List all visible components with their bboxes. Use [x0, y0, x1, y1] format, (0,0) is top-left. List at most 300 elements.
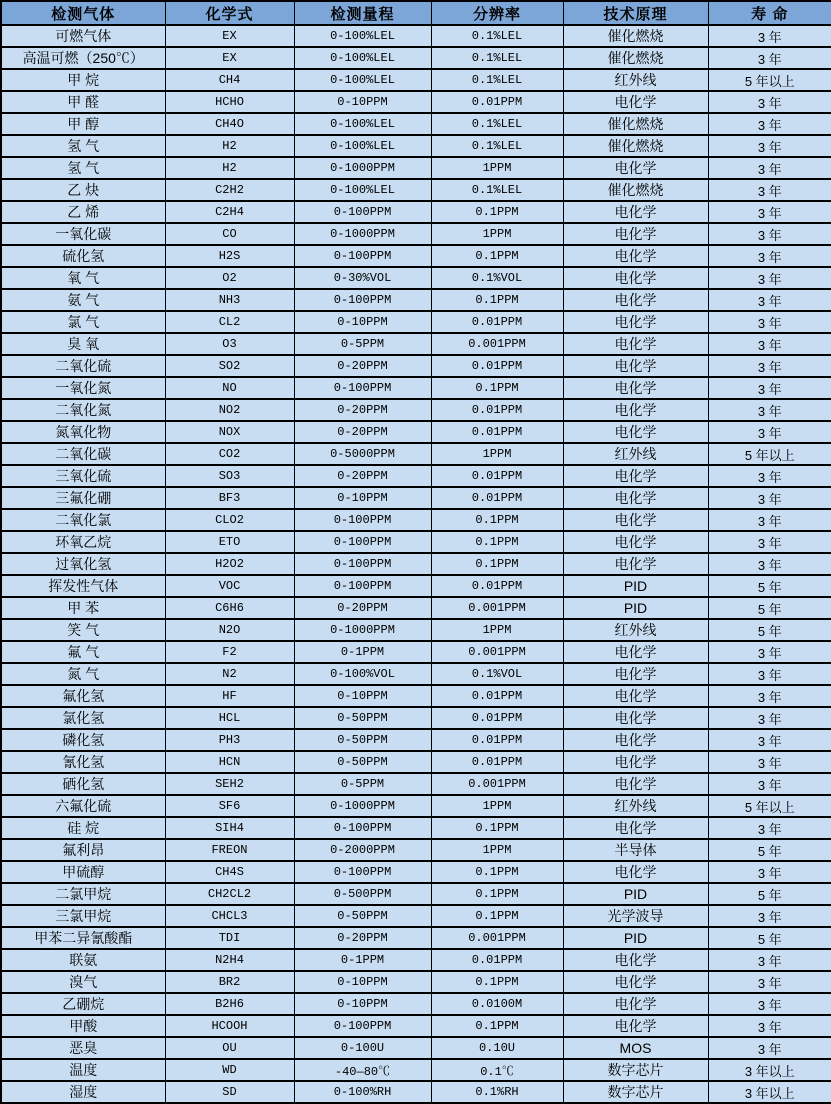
- cell-principle: 电化学: [563, 509, 708, 531]
- cell-gas: 三氧化硫: [1, 465, 165, 487]
- cell-principle: 电化学: [563, 289, 708, 311]
- cell-principle: PID: [563, 575, 708, 597]
- table-row: [1, 201, 831, 223]
- cell-principle: 催化燃烧: [563, 113, 708, 135]
- cell-resolution: 0.001PPM: [431, 927, 563, 949]
- table-row: [1, 1081, 831, 1103]
- cell-range: 0-100PPM: [294, 531, 431, 553]
- table-row: [1, 685, 831, 707]
- cell-formula: H2: [165, 157, 294, 179]
- cell-principle: 电化学: [563, 861, 708, 883]
- cell-resolution: 0.01PPM: [431, 949, 563, 971]
- table-row: [1, 509, 831, 531]
- cell-lifespan: 3 年: [708, 751, 831, 773]
- cell-lifespan: 5 年: [708, 619, 831, 641]
- cell-lifespan: 3 年: [708, 113, 831, 135]
- header-row: [1, 1, 831, 25]
- cell-range: 0-50PPM: [294, 707, 431, 729]
- cell-gas: 氢 气: [1, 135, 165, 157]
- cell-formula: C2H4: [165, 201, 294, 223]
- cell-range: 0-10PPM: [294, 487, 431, 509]
- table-row: [1, 553, 831, 575]
- cell-lifespan: 3 年: [708, 179, 831, 201]
- cell-principle: 电化学: [563, 267, 708, 289]
- cell-principle: 电化学: [563, 729, 708, 751]
- cell-range: 0-1000PPM: [294, 223, 431, 245]
- cell-lifespan: 3 年: [708, 311, 831, 333]
- cell-formula: EX: [165, 25, 294, 47]
- cell-principle: 红外线: [563, 69, 708, 91]
- cell-lifespan: 3 年: [708, 465, 831, 487]
- cell-resolution: 0.01PPM: [431, 465, 563, 487]
- cell-principle: 催化燃烧: [563, 179, 708, 201]
- cell-principle: 电化学: [563, 553, 708, 575]
- cell-resolution: 0.01PPM: [431, 91, 563, 113]
- cell-lifespan: 5 年: [708, 575, 831, 597]
- cell-resolution: 0.1%LEL: [431, 47, 563, 69]
- table-row: [1, 267, 831, 289]
- cell-range: 0-100PPM: [294, 245, 431, 267]
- column-header-lifespan: 寿 命: [708, 1, 831, 25]
- cell-gas: 二氧化氮: [1, 399, 165, 421]
- cell-lifespan: 5 年以上: [708, 443, 831, 465]
- table-row: [1, 289, 831, 311]
- table-row: [1, 1015, 831, 1037]
- cell-principle: 电化学: [563, 157, 708, 179]
- table-row: [1, 487, 831, 509]
- cell-gas: 氯化氢: [1, 707, 165, 729]
- cell-resolution: 0.1PPM: [431, 201, 563, 223]
- cell-range: 0-20PPM: [294, 465, 431, 487]
- cell-formula: SF6: [165, 795, 294, 817]
- cell-gas: 乙硼烷: [1, 993, 165, 1015]
- cell-resolution: 0.01PPM: [431, 421, 563, 443]
- cell-principle: 电化学: [563, 971, 708, 993]
- cell-range: 0-20PPM: [294, 399, 431, 421]
- column-header-range: 检测量程: [294, 1, 431, 25]
- cell-gas: 环氧乙烷: [1, 531, 165, 553]
- cell-lifespan: 5 年: [708, 927, 831, 949]
- cell-lifespan: 3 年: [708, 729, 831, 751]
- cell-resolution: 0.1PPM: [431, 861, 563, 883]
- cell-gas: 硒化氢: [1, 773, 165, 795]
- table-row: [1, 333, 831, 355]
- cell-resolution: 0.001PPM: [431, 597, 563, 619]
- cell-principle: MOS: [563, 1037, 708, 1059]
- cell-resolution: 0.1PPM: [431, 971, 563, 993]
- cell-formula: BF3: [165, 487, 294, 509]
- cell-principle: PID: [563, 883, 708, 905]
- cell-resolution: 0.1PPM: [431, 905, 563, 927]
- table-row: [1, 619, 831, 641]
- cell-formula: H2O2: [165, 553, 294, 575]
- cell-formula: TDI: [165, 927, 294, 949]
- cell-resolution: 0.01PPM: [431, 487, 563, 509]
- cell-gas: 挥发性气体: [1, 575, 165, 597]
- cell-formula: SEH2: [165, 773, 294, 795]
- cell-gas: 高温可燃（250℃）: [1, 47, 165, 69]
- table-row: [1, 773, 831, 795]
- cell-formula: CLO2: [165, 509, 294, 531]
- cell-principle: 电化学: [563, 399, 708, 421]
- cell-gas: 湿度: [1, 1081, 165, 1103]
- cell-formula: C2H2: [165, 179, 294, 201]
- cell-lifespan: 3 年: [708, 47, 831, 69]
- cell-range: 0-2000PPM: [294, 839, 431, 861]
- table-row: [1, 245, 831, 267]
- cell-lifespan: 3 年以上: [708, 1059, 831, 1081]
- table-row: [1, 751, 831, 773]
- cell-principle: 电化学: [563, 487, 708, 509]
- table-row: [1, 927, 831, 949]
- cell-gas: 甲 烷: [1, 69, 165, 91]
- cell-principle: 电化学: [563, 201, 708, 223]
- cell-lifespan: 3 年: [708, 289, 831, 311]
- table-row: [1, 1037, 831, 1059]
- cell-gas: 一氧化碳: [1, 223, 165, 245]
- cell-range: 0-100PPM: [294, 861, 431, 883]
- cell-principle: 电化学: [563, 465, 708, 487]
- cell-lifespan: 3 年: [708, 971, 831, 993]
- cell-formula: SO3: [165, 465, 294, 487]
- cell-lifespan: 3 年: [708, 553, 831, 575]
- cell-gas: 三氯甲烷: [1, 905, 165, 927]
- cell-resolution: 0.1%VOL: [431, 267, 563, 289]
- cell-principle: 电化学: [563, 91, 708, 113]
- cell-principle: 电化学: [563, 707, 708, 729]
- cell-resolution: 0.1%LEL: [431, 25, 563, 47]
- cell-gas: 甲硫醇: [1, 861, 165, 883]
- cell-resolution: 0.01PPM: [431, 399, 563, 421]
- cell-resolution: 0.1%LEL: [431, 179, 563, 201]
- table-row: [1, 443, 831, 465]
- cell-range: 0-100PPM: [294, 1015, 431, 1037]
- cell-resolution: 0.1PPM: [431, 289, 563, 311]
- cell-lifespan: 3 年: [708, 355, 831, 377]
- cell-formula: N2O: [165, 619, 294, 641]
- table-row: [1, 355, 831, 377]
- table-row: [1, 399, 831, 421]
- cell-range: 0-5PPM: [294, 773, 431, 795]
- table-row: [1, 993, 831, 1015]
- cell-formula: O3: [165, 333, 294, 355]
- cell-principle: 电化学: [563, 333, 708, 355]
- cell-gas: 联氨: [1, 949, 165, 971]
- cell-resolution: 0.01PPM: [431, 707, 563, 729]
- cell-principle: 光学波导: [563, 905, 708, 927]
- cell-resolution: 0.1%LEL: [431, 69, 563, 91]
- cell-range: 0-50PPM: [294, 729, 431, 751]
- cell-range: 0-20PPM: [294, 597, 431, 619]
- cell-resolution: 0.01PPM: [431, 311, 563, 333]
- cell-resolution: 0.01PPM: [431, 751, 563, 773]
- cell-resolution: 0.01PPM: [431, 355, 563, 377]
- cell-range: 0-100U: [294, 1037, 431, 1059]
- cell-formula: WD: [165, 1059, 294, 1081]
- table-row: [1, 135, 831, 157]
- table-row: [1, 1059, 831, 1081]
- cell-lifespan: 3 年: [708, 1037, 831, 1059]
- table-row: [1, 69, 831, 91]
- cell-lifespan: 3 年: [708, 949, 831, 971]
- cell-lifespan: 5 年: [708, 839, 831, 861]
- cell-resolution: 0.0100M: [431, 993, 563, 1015]
- cell-lifespan: 5 年以上: [708, 795, 831, 817]
- cell-principle: 红外线: [563, 619, 708, 641]
- cell-gas: 氰化氢: [1, 751, 165, 773]
- cell-gas: 氮氧化物: [1, 421, 165, 443]
- cell-range: 0-100PPM: [294, 575, 431, 597]
- cell-formula: NH3: [165, 289, 294, 311]
- cell-formula: NO2: [165, 399, 294, 421]
- cell-formula: H2: [165, 135, 294, 157]
- table-row: [1, 179, 831, 201]
- cell-formula: CHCL3: [165, 905, 294, 927]
- column-header-gas: 检测气体: [1, 1, 165, 25]
- cell-principle: 数字芯片: [563, 1059, 708, 1081]
- table-row: [1, 729, 831, 751]
- table-row: [1, 25, 831, 47]
- cell-lifespan: 3 年: [708, 509, 831, 531]
- cell-range: 0-100PPM: [294, 509, 431, 531]
- cell-principle: 电化学: [563, 949, 708, 971]
- cell-range: 0-100PPM: [294, 817, 431, 839]
- cell-principle: PID: [563, 597, 708, 619]
- cell-formula: SIH4: [165, 817, 294, 839]
- table-row: [1, 575, 831, 597]
- cell-formula: HF: [165, 685, 294, 707]
- table-row: [1, 91, 831, 113]
- column-header-formula: 化学式: [165, 1, 294, 25]
- cell-range: 0-20PPM: [294, 421, 431, 443]
- cell-range: 0-10PPM: [294, 993, 431, 1015]
- cell-formula: CH4: [165, 69, 294, 91]
- cell-gas: 乙 烯: [1, 201, 165, 223]
- cell-gas: 三氟化硼: [1, 487, 165, 509]
- cell-principle: 电化学: [563, 531, 708, 553]
- cell-resolution: 1PPM: [431, 795, 563, 817]
- cell-range: 0-100%LEL: [294, 179, 431, 201]
- cell-resolution: 0.1%LEL: [431, 113, 563, 135]
- cell-principle: 数字芯片: [563, 1081, 708, 1103]
- cell-range: 0-5000PPM: [294, 443, 431, 465]
- cell-formula: PH3: [165, 729, 294, 751]
- cell-lifespan: 3 年: [708, 245, 831, 267]
- table-row: [1, 949, 831, 971]
- cell-principle: 电化学: [563, 245, 708, 267]
- cell-gas: 氟化氢: [1, 685, 165, 707]
- cell-gas: 过氧化氢: [1, 553, 165, 575]
- cell-lifespan: 3 年: [708, 641, 831, 663]
- table-row: [1, 597, 831, 619]
- cell-lifespan: 3 年: [708, 1015, 831, 1037]
- cell-formula: CH4O: [165, 113, 294, 135]
- cell-range: 0-100%LEL: [294, 25, 431, 47]
- cell-resolution: 0.01PPM: [431, 729, 563, 751]
- cell-principle: 电化学: [563, 751, 708, 773]
- cell-principle: 电化学: [563, 223, 708, 245]
- cell-resolution: 0.1PPM: [431, 509, 563, 531]
- cell-range: 0-30%VOL: [294, 267, 431, 289]
- cell-principle: 催化燃烧: [563, 25, 708, 47]
- cell-resolution: 0.1%LEL: [431, 135, 563, 157]
- cell-range: 0-10PPM: [294, 971, 431, 993]
- cell-formula: OU: [165, 1037, 294, 1059]
- cell-lifespan: 3 年: [708, 25, 831, 47]
- table-row: [1, 883, 831, 905]
- cell-gas: 氟 气: [1, 641, 165, 663]
- cell-formula: N2H4: [165, 949, 294, 971]
- table-row: [1, 113, 831, 135]
- table-row: [1, 707, 831, 729]
- cell-gas: 氢 气: [1, 157, 165, 179]
- cell-formula: EX: [165, 47, 294, 69]
- cell-lifespan: 3 年: [708, 531, 831, 553]
- cell-gas: 甲 醇: [1, 113, 165, 135]
- cell-gas: 甲酸: [1, 1015, 165, 1037]
- table-header: [1, 1, 831, 25]
- cell-formula: HCL: [165, 707, 294, 729]
- table-row: [1, 861, 831, 883]
- cell-range: 0-10PPM: [294, 91, 431, 113]
- cell-principle: 电化学: [563, 421, 708, 443]
- cell-resolution: 0.1PPM: [431, 817, 563, 839]
- cell-gas: 二氧化硫: [1, 355, 165, 377]
- cell-principle: 电化学: [563, 355, 708, 377]
- cell-resolution: 0.001PPM: [431, 641, 563, 663]
- cell-resolution: 0.1PPM: [431, 1015, 563, 1037]
- cell-formula: HCN: [165, 751, 294, 773]
- cell-lifespan: 3 年: [708, 861, 831, 883]
- cell-gas: 甲苯二异氰酸酯: [1, 927, 165, 949]
- cell-lifespan: 3 年: [708, 707, 831, 729]
- cell-gas: 乙 炔: [1, 179, 165, 201]
- cell-resolution: 0.1PPM: [431, 553, 563, 575]
- cell-range: 0-500PPM: [294, 883, 431, 905]
- cell-formula: C6H6: [165, 597, 294, 619]
- cell-lifespan: 3 年: [708, 421, 831, 443]
- cell-principle: 电化学: [563, 685, 708, 707]
- cell-gas: 一氧化氮: [1, 377, 165, 399]
- cell-gas: 六氟化硫: [1, 795, 165, 817]
- cell-resolution: 1PPM: [431, 157, 563, 179]
- cell-lifespan: 5 年: [708, 883, 831, 905]
- cell-range: 0-100PPM: [294, 377, 431, 399]
- cell-resolution: 0.10U: [431, 1037, 563, 1059]
- cell-resolution: 0.1PPM: [431, 531, 563, 553]
- cell-gas: 温度: [1, 1059, 165, 1081]
- cell-gas: 可燃气体: [1, 25, 165, 47]
- cell-gas: 笑 气: [1, 619, 165, 641]
- table-row: [1, 641, 831, 663]
- cell-principle: 电化学: [563, 1015, 708, 1037]
- cell-range: 0-100PPM: [294, 201, 431, 223]
- table-row: [1, 377, 831, 399]
- table-row: [1, 905, 831, 927]
- cell-lifespan: 5 年: [708, 597, 831, 619]
- cell-resolution: 0.01PPM: [431, 575, 563, 597]
- cell-formula: SO2: [165, 355, 294, 377]
- cell-formula: CH4S: [165, 861, 294, 883]
- cell-gas: 磷化氢: [1, 729, 165, 751]
- cell-range: 0-1000PPM: [294, 619, 431, 641]
- cell-range: 0-1PPM: [294, 641, 431, 663]
- cell-principle: PID: [563, 927, 708, 949]
- cell-range: 0-20PPM: [294, 355, 431, 377]
- table-row: [1, 795, 831, 817]
- cell-resolution: 1PPM: [431, 839, 563, 861]
- cell-lifespan: 3 年: [708, 157, 831, 179]
- cell-gas: 氯 气: [1, 311, 165, 333]
- cell-lifespan: 3 年: [708, 905, 831, 927]
- cell-principle: 催化燃烧: [563, 135, 708, 157]
- cell-principle: 催化燃烧: [563, 47, 708, 69]
- cell-range: 0-100%LEL: [294, 113, 431, 135]
- cell-principle: 电化学: [563, 641, 708, 663]
- table-row: [1, 311, 831, 333]
- cell-range: 0-100%RH: [294, 1081, 431, 1103]
- cell-gas: 氮 气: [1, 663, 165, 685]
- cell-gas: 氨 气: [1, 289, 165, 311]
- cell-range: 0-1PPM: [294, 949, 431, 971]
- cell-lifespan: 3 年: [708, 487, 831, 509]
- cell-resolution: 0.1℃: [431, 1059, 563, 1081]
- cell-principle: 电化学: [563, 311, 708, 333]
- cell-lifespan: 3 年: [708, 663, 831, 685]
- cell-range: -40—80℃: [294, 1059, 431, 1081]
- cell-range: 0-50PPM: [294, 751, 431, 773]
- table-row: [1, 663, 831, 685]
- table-body: [1, 25, 831, 1103]
- cell-gas: 二氧化氯: [1, 509, 165, 531]
- cell-range: 0-1000PPM: [294, 795, 431, 817]
- table-row: [1, 839, 831, 861]
- cell-gas: 硫化氢: [1, 245, 165, 267]
- cell-principle: 电化学: [563, 817, 708, 839]
- cell-range: 0-20PPM: [294, 927, 431, 949]
- cell-formula: CO: [165, 223, 294, 245]
- cell-formula: CO2: [165, 443, 294, 465]
- cell-principle: 半导体: [563, 839, 708, 861]
- cell-range: 0-1000PPM: [294, 157, 431, 179]
- cell-principle: 电化学: [563, 663, 708, 685]
- cell-lifespan: 3 年: [708, 993, 831, 1015]
- cell-lifespan: 3 年: [708, 333, 831, 355]
- cell-principle: 红外线: [563, 443, 708, 465]
- cell-resolution: 0.1PPM: [431, 883, 563, 905]
- cell-gas: 二氯甲烷: [1, 883, 165, 905]
- cell-formula: NOX: [165, 421, 294, 443]
- cell-gas: 臭 氧: [1, 333, 165, 355]
- cell-formula: CH2CL2: [165, 883, 294, 905]
- cell-resolution: 0.01PPM: [431, 685, 563, 707]
- cell-lifespan: 3 年: [708, 135, 831, 157]
- cell-gas: 溴气: [1, 971, 165, 993]
- cell-formula: CL2: [165, 311, 294, 333]
- cell-lifespan: 3 年: [708, 817, 831, 839]
- cell-resolution: 1PPM: [431, 443, 563, 465]
- cell-formula: B2H6: [165, 993, 294, 1015]
- table-row: [1, 421, 831, 443]
- cell-range: 0-50PPM: [294, 905, 431, 927]
- cell-resolution: 0.1%VOL: [431, 663, 563, 685]
- cell-gas: 氟利昂: [1, 839, 165, 861]
- cell-lifespan: 3 年: [708, 773, 831, 795]
- cell-lifespan: 3 年: [708, 685, 831, 707]
- cell-principle: 电化学: [563, 993, 708, 1015]
- cell-gas: 恶臭: [1, 1037, 165, 1059]
- cell-principle: 电化学: [563, 773, 708, 795]
